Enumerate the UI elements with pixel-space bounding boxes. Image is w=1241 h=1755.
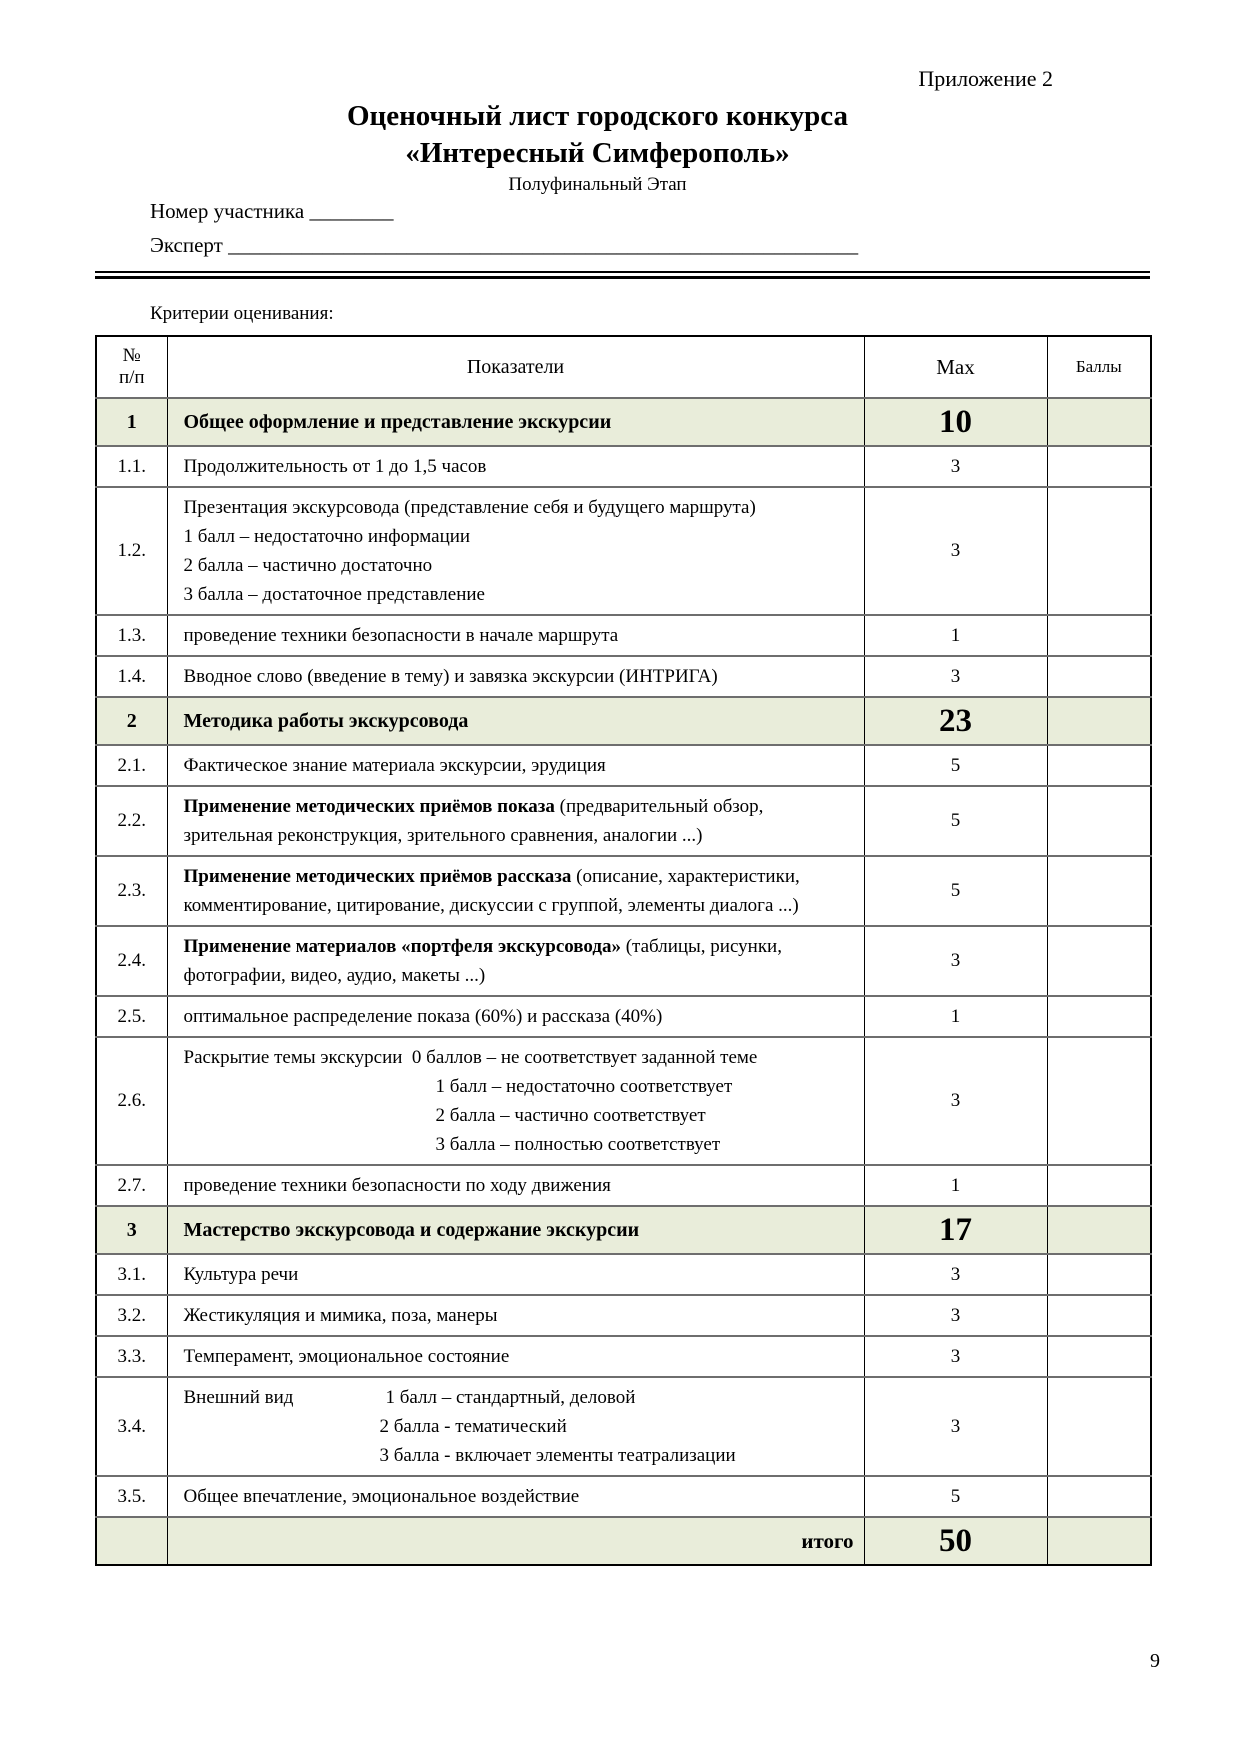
criteria-row — [96, 1336, 1151, 1377]
indicator-line — [184, 1043, 828, 1072]
indicator-cell — [167, 1517, 864, 1565]
indicator-text: 2 балла – частично достаточно — [183, 555, 433, 576]
indicator-line — [184, 1260, 828, 1289]
points-cell — [1047, 656, 1151, 697]
row-number-cell: 1.4. — [96, 656, 167, 697]
max-score-cell: 3 — [864, 446, 1047, 487]
indicator-line — [184, 932, 828, 990]
row-number-cell: 1.3. — [96, 615, 167, 656]
indicator-line — [184, 551, 828, 580]
row-number-cell: 2.2. — [96, 786, 167, 856]
points-cell — [1047, 1037, 1151, 1165]
row-number-cell: 3 — [96, 1206, 167, 1254]
indicator-text: Презентация экскурсовода (представление себя и будущего маршрута) — [183, 497, 756, 518]
document-titles — [95, 98, 1100, 197]
indicator-cell — [167, 1037, 864, 1165]
expert-label: Эксперт — [150, 233, 223, 257]
indicator-line — [184, 1072, 828, 1101]
indicator-line — [184, 792, 828, 850]
row-number-cell: 3.5. — [96, 1476, 167, 1517]
indicator-text: 3 балла – достаточное представление — [183, 584, 485, 605]
indicator-cell — [167, 656, 864, 697]
max-score-cell: 3 — [864, 1295, 1047, 1336]
indicator-line — [184, 1130, 828, 1159]
indicator-cell — [167, 398, 864, 446]
indicator-cell — [167, 1165, 864, 1206]
row-number-cell: 2.4. — [96, 926, 167, 996]
indicator-line — [184, 452, 828, 481]
criteria-row — [96, 856, 1151, 926]
indicator-text: 3 балла – полностью соответствует — [435, 1134, 721, 1155]
criteria-row — [96, 1377, 1151, 1476]
max-score-cell: 3 — [864, 1336, 1047, 1377]
indicator-text: 3 балла - включает элементы театрализации — [379, 1445, 736, 1466]
indicator-line — [184, 493, 828, 522]
row-number-cell: 2.5. — [96, 996, 167, 1037]
indicator-line — [184, 1216, 828, 1245]
indicator-line — [184, 1412, 828, 1441]
indicator-line — [184, 1171, 828, 1200]
form-fields — [150, 194, 858, 262]
criteria-row — [96, 1165, 1151, 1206]
table-header-row — [96, 336, 1151, 398]
indicator-text: Методика работы экскурсовода — [183, 709, 469, 732]
points-cell — [1047, 487, 1151, 615]
indicator-cell — [167, 1476, 864, 1517]
points-cell — [1047, 615, 1151, 656]
criteria-row — [96, 656, 1151, 697]
indicator-text: Применение методических приёмов рассказа — [183, 866, 572, 887]
max-score-cell: 17 — [864, 1206, 1047, 1254]
indicator-cell — [167, 487, 864, 615]
section-row — [96, 398, 1151, 446]
indicator-text: Жестикуляция и мимика, поза, манеры — [183, 1305, 498, 1326]
max-score-cell: 5 — [864, 786, 1047, 856]
row-number-cell: 3.2. — [96, 1295, 167, 1336]
points-cell — [1047, 398, 1151, 446]
row-number-cell: 2.3. — [96, 856, 167, 926]
row-number-cell: 1.1. — [96, 446, 167, 487]
indicator-cell — [167, 856, 864, 926]
points-cell — [1047, 926, 1151, 996]
criteria-row — [96, 487, 1151, 615]
indicator-cell — [167, 446, 864, 487]
indicator-line — [184, 662, 828, 691]
indicator-text: оптимальное распределение показа (60%) и рассказа (40%) — [183, 1006, 663, 1027]
indicator-cell — [167, 1336, 864, 1377]
header-number-top: № — [122, 345, 141, 366]
indicator-cell — [167, 1206, 864, 1254]
max-score-cell: 10 — [864, 398, 1047, 446]
indicator-cell — [167, 1254, 864, 1295]
row-number-cell: 3.3. — [96, 1336, 167, 1377]
criteria-row — [96, 615, 1151, 656]
points-cell — [1047, 856, 1151, 926]
max-score-cell: 3 — [864, 1377, 1047, 1476]
title-line-2: «Интересный Симферополь» — [405, 137, 790, 169]
indicator-text: Раскрытие темы экскурсии 0 баллов – не соответствует заданной теме — [183, 1047, 758, 1068]
max-score-cell: 1 — [864, 615, 1047, 656]
indicator-line — [184, 707, 828, 736]
points-cell — [1047, 1206, 1151, 1254]
indicator-cell — [167, 615, 864, 656]
row-number-cell: 2.1. — [96, 745, 167, 786]
indicator-line — [184, 1482, 828, 1511]
max-score-cell: 3 — [864, 926, 1047, 996]
max-score-cell: 3 — [864, 487, 1047, 615]
indicator-text: Общее впечатление, эмоциональное воздействие — [183, 1486, 580, 1507]
indicator-line — [184, 1342, 828, 1371]
indicator-text: Продолжительность от 1 до 1,5 часов — [183, 456, 487, 477]
title-line-1: Оценочный лист городского конкурса — [346, 100, 849, 132]
indicator-text: (описание, характеристики, комментирование, цитирование, дискуссии с группой, элементы диалога ...) — [183, 866, 805, 916]
points-cell — [1047, 1377, 1151, 1476]
indicator-text: проведение техники безопасности по ходу движения — [183, 1175, 611, 1196]
criteria-table-body — [96, 398, 1151, 1565]
expert-field — [150, 228, 858, 262]
indicator-line — [184, 580, 828, 609]
indicator-text: Вводное слово (введение в тему) и завязка экскурсии (ИНТРИГА) — [183, 666, 718, 687]
indicator-line — [184, 1002, 828, 1031]
criteria-row — [96, 745, 1151, 786]
indicator-text: 2 балла – частично соответствует — [435, 1105, 706, 1126]
points-cell — [1047, 1336, 1151, 1377]
indicator-text: Фактическое знание материала экскурсии, эрудиция — [183, 755, 606, 776]
indicator-text: (предварительный обзор, зрительная реконструкция, зрительного сравнения, аналогии ...) — [183, 796, 773, 846]
indicator-cell — [167, 996, 864, 1037]
annex-label: Приложение 2 — [918, 66, 1053, 91]
indicator-line — [184, 1101, 828, 1130]
page-number: 9 — [1150, 1650, 1160, 1672]
indicator-cell — [167, 745, 864, 786]
indicator-cell — [167, 926, 864, 996]
participant-number-field — [150, 194, 858, 228]
expert-blank: ____________________________________________________________ — [228, 233, 859, 257]
indicator-line — [184, 1383, 828, 1412]
max-score-cell: 1 — [864, 996, 1047, 1037]
indicator-text: Применение материалов «портфеля экскурсовода» — [183, 936, 621, 957]
max-score-cell: 3 — [864, 1254, 1047, 1295]
criteria-row — [96, 996, 1151, 1037]
total-label: итого — [801, 1528, 854, 1553]
criteria-row — [96, 1037, 1151, 1165]
points-cell — [1047, 786, 1151, 856]
criteria-row — [96, 1254, 1151, 1295]
indicator-line — [184, 621, 828, 650]
row-number-cell: 2 — [96, 697, 167, 745]
criteria-table — [95, 335, 1152, 1566]
header-indicator: Показатели — [167, 336, 864, 398]
indicator-line — [184, 522, 828, 551]
points-cell — [1047, 1254, 1151, 1295]
criteria-row — [96, 786, 1151, 856]
indicator-text: 1 балл – недостаточно информации — [183, 526, 471, 547]
max-score-cell: 3 — [864, 656, 1047, 697]
max-score-cell: 50 — [864, 1517, 1047, 1565]
indicator-cell — [167, 697, 864, 745]
indicator-text: 1 балл – недостаточно соответствует — [435, 1076, 733, 1097]
header-number — [96, 336, 167, 398]
participant-number-blank: ________ — [309, 199, 394, 223]
row-number-cell — [96, 1517, 167, 1565]
row-number-cell: 1 — [96, 398, 167, 446]
header-max: Max — [864, 336, 1047, 398]
indicator-cell — [167, 1295, 864, 1336]
indicator-cell — [167, 786, 864, 856]
points-cell — [1047, 697, 1151, 745]
points-cell — [1047, 1295, 1151, 1336]
row-number-cell: 2.6. — [96, 1037, 167, 1165]
criteria-row — [96, 446, 1151, 487]
row-number-cell: 3.4. — [96, 1377, 167, 1476]
stage-subtitle: Полуфинальный Этап — [508, 174, 687, 195]
max-score-cell: 5 — [864, 856, 1047, 926]
max-score-cell: 5 — [864, 1476, 1047, 1517]
criteria-heading: Критерии оценивания: — [150, 303, 334, 324]
criteria-row — [96, 926, 1151, 996]
section-row — [96, 1206, 1151, 1254]
indicator-line — [184, 862, 828, 920]
points-cell — [1047, 1517, 1151, 1565]
indicator-text: Темперамент, эмоциональное состояние — [183, 1346, 510, 1367]
points-cell — [1047, 1165, 1151, 1206]
max-score-cell: 1 — [864, 1165, 1047, 1206]
indicator-line — [184, 1301, 828, 1330]
indicator-text: 1 балл – стандартный, деловой — [385, 1387, 636, 1408]
criteria-row — [96, 1295, 1151, 1336]
max-score-cell: 5 — [864, 745, 1047, 786]
section-row — [96, 697, 1151, 745]
indicator-text: Применение методических приёмов показа — [183, 796, 555, 817]
criteria-row — [96, 1476, 1151, 1517]
points-cell — [1047, 996, 1151, 1037]
row-number-cell: 2.7. — [96, 1165, 167, 1206]
indicator-line — [184, 1441, 828, 1470]
indicator-line — [184, 751, 828, 780]
row-number-cell: 3.1. — [96, 1254, 167, 1295]
row-number-cell: 1.2. — [96, 487, 167, 615]
header-number-bottom: п/п — [118, 367, 145, 388]
max-score-cell: 3 — [864, 1037, 1047, 1165]
indicator-line — [184, 408, 828, 437]
points-cell — [1047, 745, 1151, 786]
indicator-text: Внешний вид — [183, 1387, 294, 1408]
indicator-text: 2 балла - тематический — [379, 1416, 567, 1437]
total-row — [96, 1517, 1151, 1565]
indicator-text: Мастерство экскурсовода и содержание экскурсии — [183, 1218, 640, 1241]
indicator-cell — [167, 1377, 864, 1476]
indicator-text: Культура речи — [183, 1264, 299, 1285]
participant-number-label: Номер участника — [150, 199, 305, 223]
points-cell — [1047, 446, 1151, 487]
divider-rule — [95, 271, 1150, 279]
max-score-cell: 23 — [864, 697, 1047, 745]
indicator-text: Общее оформление и представление экскурсии — [183, 410, 612, 433]
indicator-text: (таблицы, рисунки, фотографии, видео, аудио, макеты ...) — [183, 936, 787, 986]
indicator-text: проведение техники безопасности в начале маршрута — [183, 625, 619, 646]
header-points: Баллы — [1047, 336, 1151, 398]
points-cell — [1047, 1476, 1151, 1517]
